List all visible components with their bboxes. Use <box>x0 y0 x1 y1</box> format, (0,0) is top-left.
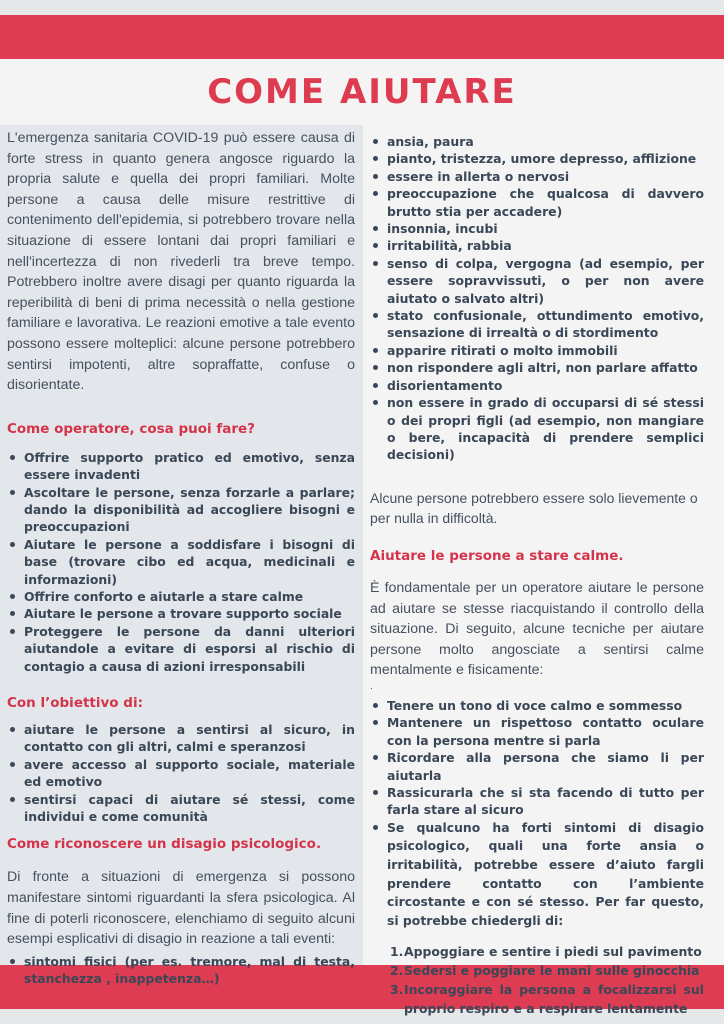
list-item: apparire ritirati o molto immobili <box>370 342 704 359</box>
calme-list <box>370 697 704 930</box>
list-item: senso di colpa, vergogna (ad esempio, per essere sopravvissuti, o per non avere aiutato o salvato altri) <box>370 255 704 307</box>
list-item: Offrire supporto pratico ed emotivo, senza essere invadenti <box>7 449 355 484</box>
list-item: preoccupazione che qualcosa di davvero brutto stia per accadere) <box>370 185 704 220</box>
list-item: irritabilità, rabbia <box>370 237 704 254</box>
list-item: non rispondere agli altri, non parlare affatto <box>370 359 704 376</box>
disagio-heading: Come riconoscere un disagio psicologico. <box>7 836 322 853</box>
list-item: sentirsi capaci di aiutare sé stessi, come individui e come comunità <box>7 791 355 826</box>
calme-paragraph: È fondamentale per un operatore aiutare le persone ad aiutare se stesse riacquistando il controllo della situazione. Di seguito, alcune tecniche per aiutare persone molto angosciate a sentirsi calme mentalmente e fisicamente: <box>370 579 704 679</box>
list-item: Offrire conforto e aiutarle a stare calme <box>7 588 355 605</box>
operatore-list <box>7 449 355 675</box>
obiettivo-heading: Con l’obiettivo di: <box>7 695 143 711</box>
list-item: Rassicurarla che si sta facendo di tutto per farla stare al sicuro <box>370 784 704 819</box>
list-item: disorientamento <box>370 377 704 394</box>
list-item: insonnia, incubi <box>370 220 704 237</box>
disagio-closing: Alcune persone potrebbero essere solo lievemente o per nulla in difficoltà. <box>370 489 698 527</box>
list-item: avere accesso al supporto sociale, materiale ed emotivo <box>7 756 355 791</box>
right-column <box>370 133 704 1018</box>
list-item: Mantenere un rispettoso contatto oculare con la persona mentre si parla <box>370 714 704 749</box>
operatore-heading: Come operatore, cosa puoi fare? <box>7 420 255 437</box>
list-item: essere in allerta o nervosi <box>370 168 704 185</box>
disagio-paragraph: Di fronte a situazioni di emergenza si possono manifestare sintomi riguardanti la sfera psicologica. Al fine di poterli riconoscere, elenchiamo di seguito alcuni esempi esplicativi di disagio in reazione a tali eventi: <box>7 869 355 948</box>
list-item: Se qualcuno ha forti sintomi di disagio psicologico, quali una forte ansia o irritabilità, potrebbe essere d’aiuto fargli prendere contatto con l’ambiente circostante e con sé stesso. Per far questo, si potrebbe chiedergli di: <box>370 819 704 931</box>
stray-mark: . <box>370 680 373 692</box>
obiettivo-list <box>7 721 355 825</box>
list-item: ansia, paura <box>370 133 704 150</box>
step-item: 3. Incoraggiare la persona a focalizzarsi sul proprio respiro e a respirare lentamente <box>390 982 704 1017</box>
list-item: Tenere un tono di voce calmo e sommesso <box>370 697 704 714</box>
calme-steps <box>370 942 704 1018</box>
disagio-list-continued <box>370 133 704 464</box>
list-item: aiutare le persone a sentirsi al sicuro, in contatto con gli altri, calmi e speranzosi <box>7 721 355 756</box>
left-column <box>7 128 355 988</box>
list-item: sintomi fisici (per es. tremore, mal di testa, stanchezza , inappetenza…) <box>7 953 355 988</box>
disagio-list-start <box>7 953 355 988</box>
top-banner <box>0 15 724 59</box>
list-item: Aiutare le persone a soddisfare i bisogni di base (trovare cibo ed acqua, medicinali e informazioni) <box>7 536 355 588</box>
page-title: COME AIUTARE <box>207 72 517 112</box>
calme-heading: Aiutare le persone a stare calme. <box>370 547 624 564</box>
list-item: Ricordare alla persona che siamo li per aiutarla <box>370 749 704 784</box>
list-item: Proteggere le persone da danni ulteriori aiutandole a evitare di esporsi al rischio di contagio a causa di azioni irresponsabili <box>7 623 355 675</box>
list-item: Aiutare le persone a trovare supporto sociale <box>7 605 355 622</box>
step-item: 1. Appoggiare e sentire i piedi sul pavimento <box>390 944 702 960</box>
list-item: Ascoltare le persone, senza forzarle a parlare; dando la disponibilità ad accogliere bisogni e preoccupazioni <box>7 484 355 536</box>
step-item: 2. Sedersi e poggiare le mani sulle ginocchia <box>390 963 700 979</box>
list-item: pianto, tristezza, umore depresso, afflizione <box>370 150 704 167</box>
intro-paragraph: L'emergenza sanitaria COVID-19 può essere causa di forte stress in quanto genera angosce riguardo la propria salute e quella dei propri familiari. Molte persone a causa delle misure restrittive di contenimento dell'epidemia, si potrebbero trovare nella situazione di essere lontani dai propri familiari e nell'incertezza di non rivederli tra breve tempo. Potrebbero inoltre avere disagi per quanto riguarda la reperibilità di beni di prima necessità o nella gestione familiare e lavorativa. Le reazioni emotive a tale evento possono essere molteplici: alcune persone potrebbero sentirsi impotenti, altre sopraffatte, confuse o disorientate. <box>7 130 355 394</box>
list-item: non essere in grado di occuparsi di sé stessi o dei propri figli (ad esempio, non mangiare o bere, incapacità di prendere semplici decisioni) <box>370 394 704 464</box>
list-item: stato confusionale, ottundimento emotivo, sensazione di irrealtà o di stordimento <box>370 307 704 342</box>
